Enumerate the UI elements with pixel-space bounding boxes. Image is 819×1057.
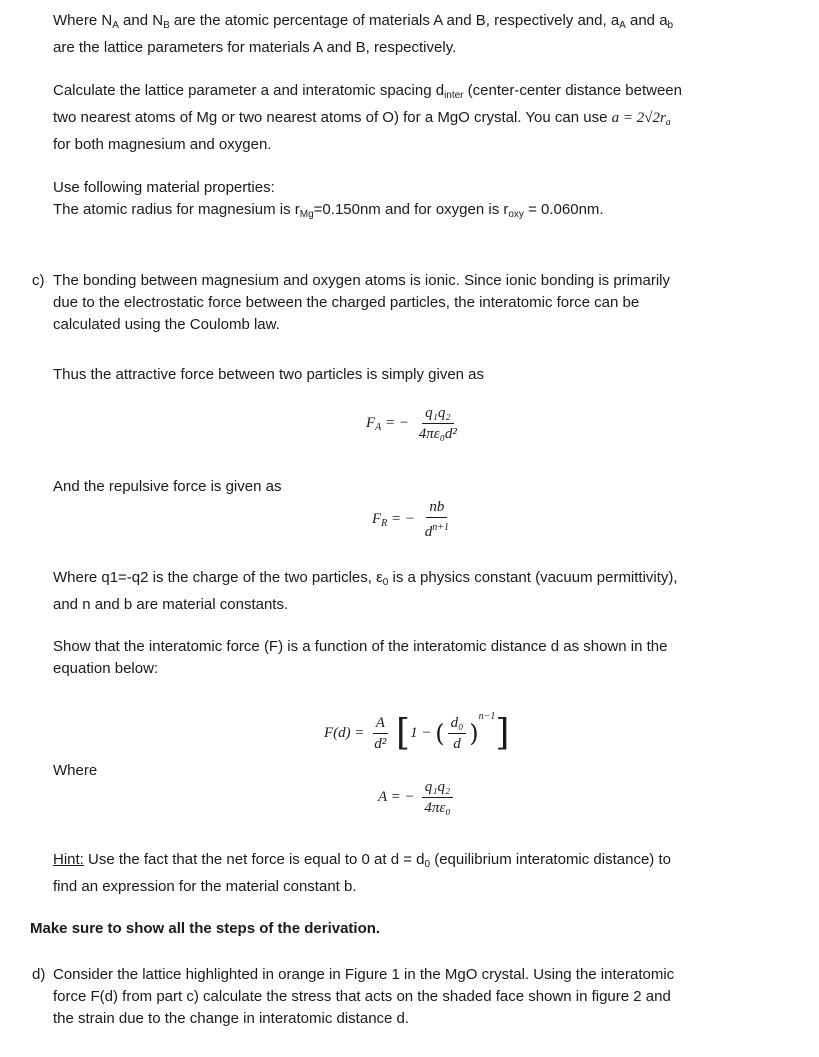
para2-line3: for both magnesium and oxygen. [53, 136, 272, 153]
part-c-intro [53, 270, 798, 336]
para1-line1: Where $N_A$ and $N_B$ are the atomic percentage of materials A and B, respectively and, $a_A$ and $a_b$ [53, 12, 674, 31]
equation-repulsive-force: $F_R$ = − $\frac{nb}{d^{n+1}}$ [372, 499, 450, 540]
where-line2: and n and b are material constants. [53, 596, 289, 613]
make-sure-note: Make sure to show all the steps of the derivation. [30, 920, 381, 937]
show-line2: equation below: [53, 660, 159, 677]
para1-line2: are the lattice parameters for materials A and B, respectively. [53, 39, 457, 56]
paragraph-material-properties [53, 177, 798, 226]
paragraph-calculate-lattice [53, 80, 798, 156]
bracket-right: ] [495, 712, 510, 754]
para3-line1: Use following material properties: [53, 179, 275, 196]
show-line1: Show that the interatomic force (F) is a function of the interatomic distance d as shown in the [53, 638, 668, 655]
hint-paragraph [53, 849, 798, 898]
where-line1: Where q1=-q2 is the charge of the two particles, $\varepsilon_0$ is a physics constant (vacuum permittivity), [53, 569, 678, 588]
part-d-line1: Consider the lattice highlighted in orange in Figure 1 in the MgO crystal. Using the interatomic [53, 966, 675, 983]
part-c-line1: The bonding between magnesium and oxygen atoms is ionic. Since ionic bonding is primarily [53, 272, 671, 289]
equation-attractive-force: $F_A$ = − $\frac{\text{q₁q₂}}{\text{4πε₀d²}}$ [366, 405, 457, 442]
hint-line2: find an expression for the material constant b. [53, 878, 357, 895]
where-label: Where [53, 762, 98, 779]
equation-interatomic-force: F(d) = $\frac{A}{\text{d²}}$ [1 − ( $\frac{\text{d₀}}{d}$ )$^{n-1}$] [324, 711, 510, 754]
where-charge-paragraph [53, 567, 798, 616]
equation-constant-a: A = − $\frac{\text{q₁q₂}}{\text{4πε₀}}$ [378, 778, 457, 817]
part-d-line2: force F(d) from part c) calculate the stress that acts on the shaded face shown in figure 2 and [53, 988, 671, 1005]
repulsive-intro: And the repulsive force is given as [53, 478, 282, 495]
bracket-left: [ [396, 712, 411, 754]
para2-line2: two nearest atoms of Mg or two nearest atoms of O) for a MgO crystal. You can use $a = 2√2r_a$ [53, 109, 671, 128]
part-c-line2: due to the electrostatic force between the charged particles, the interatomic force can be [53, 294, 640, 311]
para3-line2: The atomic radius for magnesium is $r_{Mg}=0.150nm$ and for oxygen is $r_{oxy} = 0.060nm$. [53, 201, 604, 220]
show-paragraph [53, 636, 798, 680]
hint-line1: Hint: Use the fact that the net force is equal to 0 at $d = d_0$ (equilibrium interatomic distance) to [53, 851, 671, 870]
part-c-line3: calculated using the Coulomb law. [53, 316, 280, 333]
para2-line1: Calculate the lattice parameter a and interatomic spacing $d_{inter}$ (center-center distance between [53, 82, 682, 101]
attractive-intro: Thus the attractive force between two particles is simply given as [53, 366, 485, 383]
paragraph-atomic-percentage [53, 10, 798, 59]
part-d-paragraph [53, 964, 798, 1030]
part-d-label: d) [32, 966, 46, 983]
part-c-label: c) [32, 272, 45, 289]
part-d-line3: the strain due to the change in interatomic distance d. [53, 1010, 410, 1027]
